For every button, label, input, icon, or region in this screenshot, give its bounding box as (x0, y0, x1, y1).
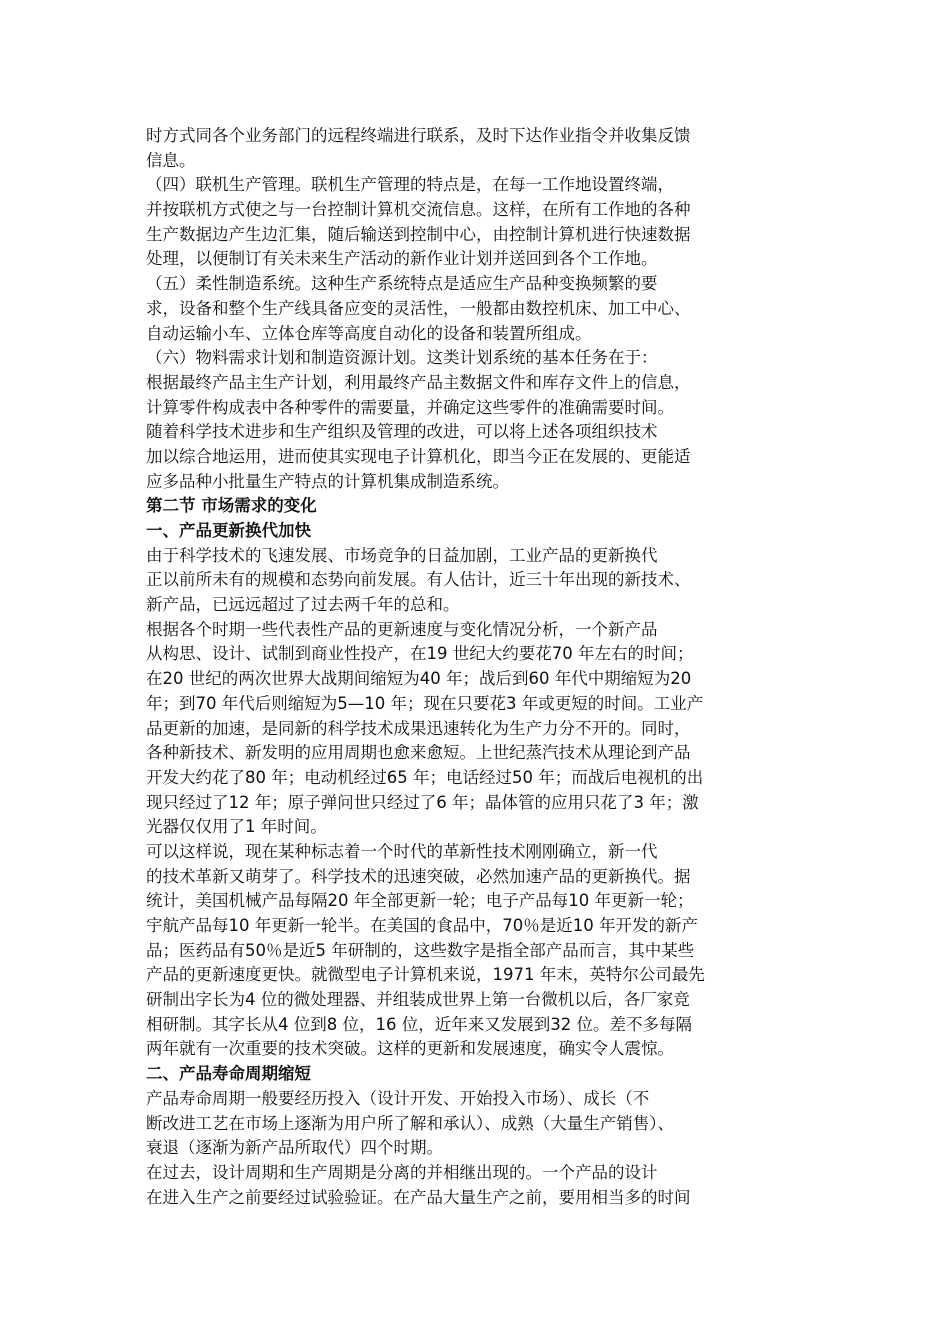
text-line: （五）柔性制造系统。这种生产系统特点是适应生产品种变换频繁的要 (146, 274, 658, 294)
text-line: （六）物料需求计划和制造资源计划。这类计划系统的基本任务在于： (146, 348, 658, 368)
text-line: 随着科学技术进步和生产组织及管理的改进，可以将上述各项组织技术 (146, 422, 658, 442)
document-body (146, 124, 806, 1210)
text-line: 衰退（逐渐为新产品所取代）四个时期。 (146, 1138, 443, 1158)
text-line: 品；医药品有50％是近5 年研制的，这些数字是指全部产品而言，其中某些 (146, 940, 695, 960)
text-line: 根据各个时期一些代表性产品的更新速度与变化情况分析，一个新产品 (146, 619, 658, 639)
text-line: 研制出字长为4 位的微处理器、并组装成世界上第一台微机以后，各厂家竞 (146, 990, 690, 1010)
text-line: 统计，美国机械产品每隔20 年全部更新一轮；电子产品每10 年更新一轮； (146, 891, 694, 911)
text-line: 正以前所未有的规模和态势向前发展。有人估计，近三十年出现的新技术、 (146, 570, 691, 590)
text-line: 断改进工艺在市场上逐渐为用户所了解和承认）、成熟（大量生产销售）、 (146, 1113, 674, 1133)
text-line: 产品寿命周期一般要经历投入（设计开发、开始投入市场）、成长（不 (146, 1088, 650, 1108)
text-line: 的技术革新又萌芽了。科学技术的迅速突破，必然加速产品的更新换代。据 (146, 866, 691, 886)
section-heading: 一、产品更新换代加快 (146, 521, 311, 540)
text-line: 生产数据边产生边汇集，随后输送到控制中心，由控制计算机进行快速数据 (146, 224, 691, 244)
text-line: 处理，以便制订有关未来生产活动的新作业计划并送回到各个工作地。 (146, 249, 658, 269)
text-line: 产品的更新速度更快。就微型电子计算机来说，1971 年末，英特尔公司最先 (146, 965, 705, 985)
text-line: 新产品，已远远超过了过去两千年的总和。 (146, 595, 460, 615)
text-line: 现只经过了12 年；原子弹问世只经过了6 年；晶体管的应用只花了3 年；激 (146, 792, 699, 812)
text-line: 从构思、设计、试制到商业性投产，在19 世纪大约要花70 年左右的时间； (146, 644, 694, 664)
text-line: （四）联机生产管理。联机生产管理的特点是，在每一工作地设置终端， (146, 175, 674, 195)
text-line: 相研制。其字长从4 位到8 位，16 位，近年来又发展到32 位。差不多每隔 (146, 1014, 692, 1034)
text-line: 在过去，设计周期和生产周期是分离的并相继出现的。一个产品的设计 (146, 1162, 658, 1182)
text-line: 各种新技术、新发明的应用周期也愈来愈短。上世纪蒸汽技术从理论到产品 (146, 743, 691, 763)
text-line: 求，设备和整个生产线具备应变的灵活性，一般都由数控机床、加工中心、 (146, 298, 691, 318)
text-line: 可以这样说，现在某种标志着一个时代的革新性技术刚刚确立，新一代 (146, 841, 658, 861)
text-line: 开发大约花了80 年；电动机经过65 年；电话经过50 年；而战后电视机的出 (146, 767, 704, 787)
text-line: 由于科学技术的飞速发展、市场竞争的日益加剧，工业产品的更新换代 (146, 545, 658, 565)
text-line: 在进入生产之前要经过试验验证。在产品大量生产之前，要用相当多的时间 (146, 1187, 691, 1207)
section-heading: 第二节 市场需求的变化 (146, 496, 317, 516)
text-line: 光器仅仅用了1 年时间。 (146, 817, 327, 837)
text-line: 加以综合地运用，进而使其实现电子计算机化，即当今正在发展的、更能适 (146, 446, 691, 466)
text-line: 两年就有一次重要的技术突破。这样的更新和发展速度，确实令人震惊。 (146, 1039, 674, 1059)
text-line: 自动运输小车、立体仓库等高度自动化的设备和装置所组成。 (146, 323, 592, 343)
text-line: 品更新的加速，是同新的科学技术成果迅速转化为生产力分不开的。同时， (146, 718, 691, 738)
text-line: 宇航产品每10 年更新一轮半。在美国的食品中，70％是近10 年开发的新产 (146, 916, 698, 935)
text-line: 年；到70 年代后则缩短为5—10 年；现在只要花3 年或更短的时间。工业产 (146, 693, 704, 713)
section-heading: 二、产品寿命周期缩短 (146, 1064, 311, 1084)
text-line: 应多品种小批量生产特点的计算机集成制造系统。 (146, 471, 509, 491)
text-line: 根据最终产品主生产计划，利用最终产品主数据文件和库存文件上的信息， (146, 372, 691, 392)
text-line: 时方式同各个业务部门的远程终端进行联系，及时下达作业指令并收集反馈 (146, 126, 691, 145)
text-line: 信息。 (146, 150, 196, 170)
text-line: 并按联机方式使之与一台控制计算机交流信息。这样，在所有工作地的各种 (146, 200, 691, 220)
text-line: 计算零件构成表中各种零件的需要量，并确定这些零件的准确需要时间。 (146, 397, 674, 417)
text-line: 在20 世纪的两次世界大战期间缩短为40 年；战后到60 年代中期缩短为20 (146, 669, 692, 689)
